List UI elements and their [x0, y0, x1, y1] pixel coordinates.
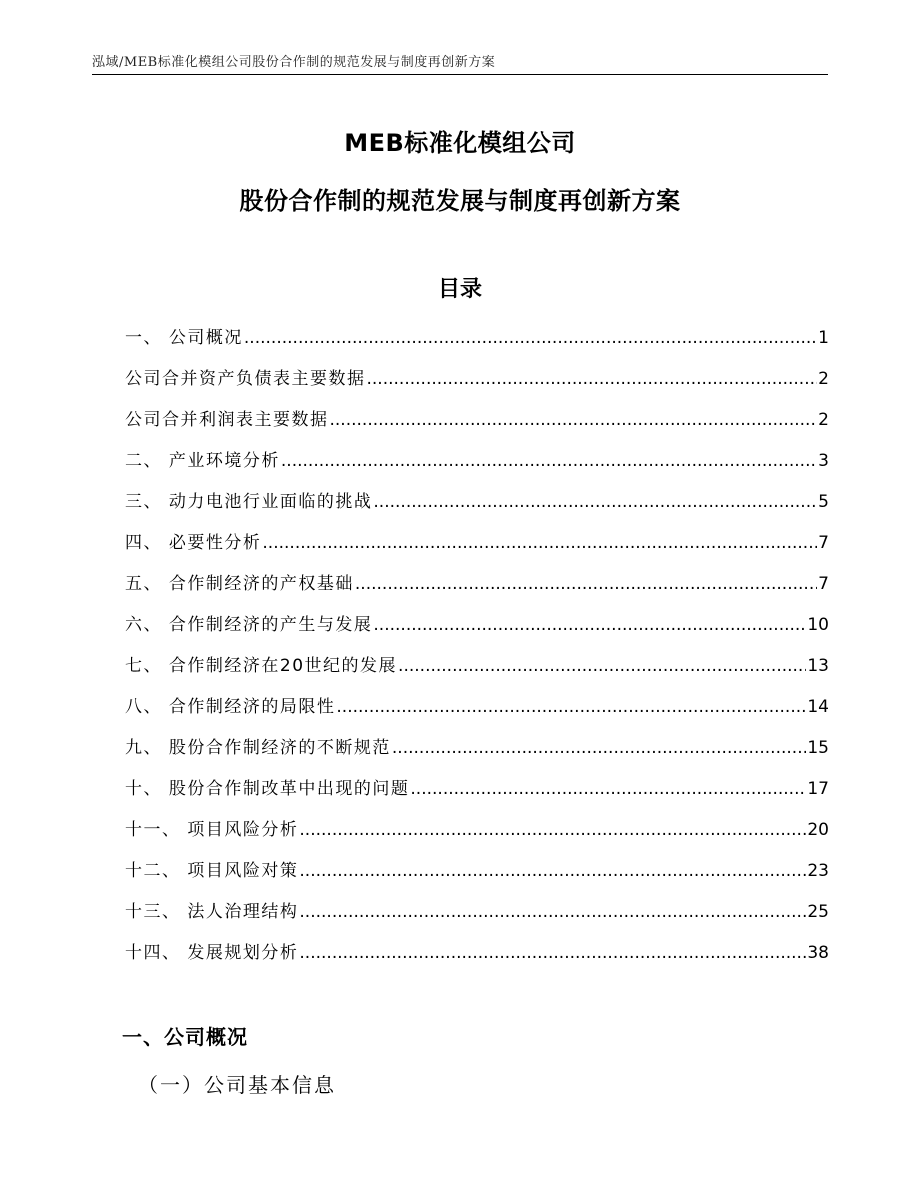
toc-entry-page: 7 [818, 533, 829, 553]
running-header: 泓域/MEB标准化模组公司股份合作制的规范发展与制度再创新方案 [92, 55, 496, 70]
toc-entry-page: 23 [807, 861, 829, 881]
toc-entry[interactable] [125, 323, 829, 364]
toc-entry-label: 公司合并资产负债表主要数据 [125, 369, 366, 389]
toc-entry-label: 公司合并利润表主要数据 [125, 410, 329, 430]
toc-leader-dots [299, 861, 806, 881]
toc-entry-label: 五、 合作制经济的产权基础 [125, 574, 354, 594]
toc-entry-page: 2 [818, 410, 829, 430]
toc-entry-label: 二、 产业环境分析 [125, 451, 280, 471]
toc-leader-dots [398, 656, 806, 676]
header-divider [92, 74, 828, 75]
toc-entry-label: 十四、 发展规划分析 [125, 943, 299, 963]
toc-leader-dots [299, 820, 806, 840]
toc-entry-label: 四、 必要性分析 [125, 533, 262, 553]
toc-entry-page: 14 [807, 697, 829, 717]
toc-entry[interactable] [125, 405, 829, 446]
toc-leader-dots [262, 533, 817, 553]
toc-entry-page: 20 [807, 820, 829, 840]
toc-entry[interactable] [125, 897, 829, 938]
section-heading: 一、公司概况 [122, 1025, 248, 1049]
toc-leader-dots [367, 369, 818, 389]
toc-entry-label: 一、 公司概况 [125, 328, 243, 348]
toc-entry-label: 十一、 项目风险分析 [125, 820, 299, 840]
toc-leader-dots [392, 738, 806, 758]
toc-leader-dots [330, 410, 818, 430]
toc-entry-page: 38 [807, 943, 829, 963]
toc-entry[interactable] [125, 528, 829, 569]
toc-entry-page: 1 [818, 328, 829, 348]
toc-entry[interactable] [125, 610, 829, 651]
toc-entry[interactable] [125, 651, 829, 692]
toc-entry-page: 2 [818, 369, 829, 389]
toc-leader-dots [373, 492, 817, 512]
toc-entry[interactable] [125, 938, 829, 979]
toc-entry-label: 六、 合作制经济的产生与发展 [125, 615, 373, 635]
table-of-contents [125, 323, 829, 979]
subsection-heading: （一）公司基本信息 [138, 1073, 336, 1097]
toc-entry[interactable] [125, 487, 829, 528]
toc-entry[interactable] [125, 364, 829, 405]
toc-leader-dots [355, 574, 817, 594]
toc-entry-page: 15 [807, 738, 829, 758]
toc-entry-page: 5 [818, 492, 829, 512]
toc-leader-dots [299, 943, 806, 963]
toc-entry-label: 十二、 项目风险对策 [125, 861, 299, 881]
toc-leader-dots [244, 328, 817, 348]
toc-entry-page: 25 [807, 902, 829, 922]
toc-entry[interactable] [125, 856, 829, 897]
toc-entry[interactable] [125, 733, 829, 774]
toc-entry-page: 3 [818, 451, 829, 471]
toc-entry-page: 10 [807, 615, 829, 635]
toc-entry-label: 八、 合作制经济的局限性 [125, 697, 336, 717]
toc-leader-dots [410, 779, 806, 799]
toc-entry-page: 13 [807, 656, 829, 676]
toc-heading: 目录 [437, 277, 482, 302]
toc-leader-dots [299, 902, 806, 922]
toc-entry[interactable] [125, 446, 829, 487]
toc-entry[interactable] [125, 815, 829, 856]
toc-entry-page: 17 [807, 779, 829, 799]
toc-entry-label: 九、 股份合作制经济的不断规范 [125, 738, 391, 758]
toc-leader-dots [373, 615, 806, 635]
toc-entry[interactable] [125, 569, 829, 610]
toc-entry-label: 三、 动力电池行业面临的挑战 [125, 492, 373, 512]
toc-entry-label: 十三、 法人治理结构 [125, 902, 299, 922]
toc-leader-dots [281, 451, 817, 471]
toc-entry[interactable] [125, 692, 829, 733]
toc-entry-page: 7 [818, 574, 829, 594]
toc-leader-dots [336, 697, 806, 717]
toc-entry-label: 十、 股份合作制改革中出现的问题 [125, 779, 410, 799]
document-title-line-2: 股份合作制的规范发展与制度再创新方案 [239, 187, 681, 215]
toc-entry[interactable] [125, 774, 829, 815]
toc-entry-label: 七、 合作制经济在20世纪的发展 [125, 656, 398, 676]
document-title-line-1: MEB标准化模组公司 [344, 129, 576, 157]
